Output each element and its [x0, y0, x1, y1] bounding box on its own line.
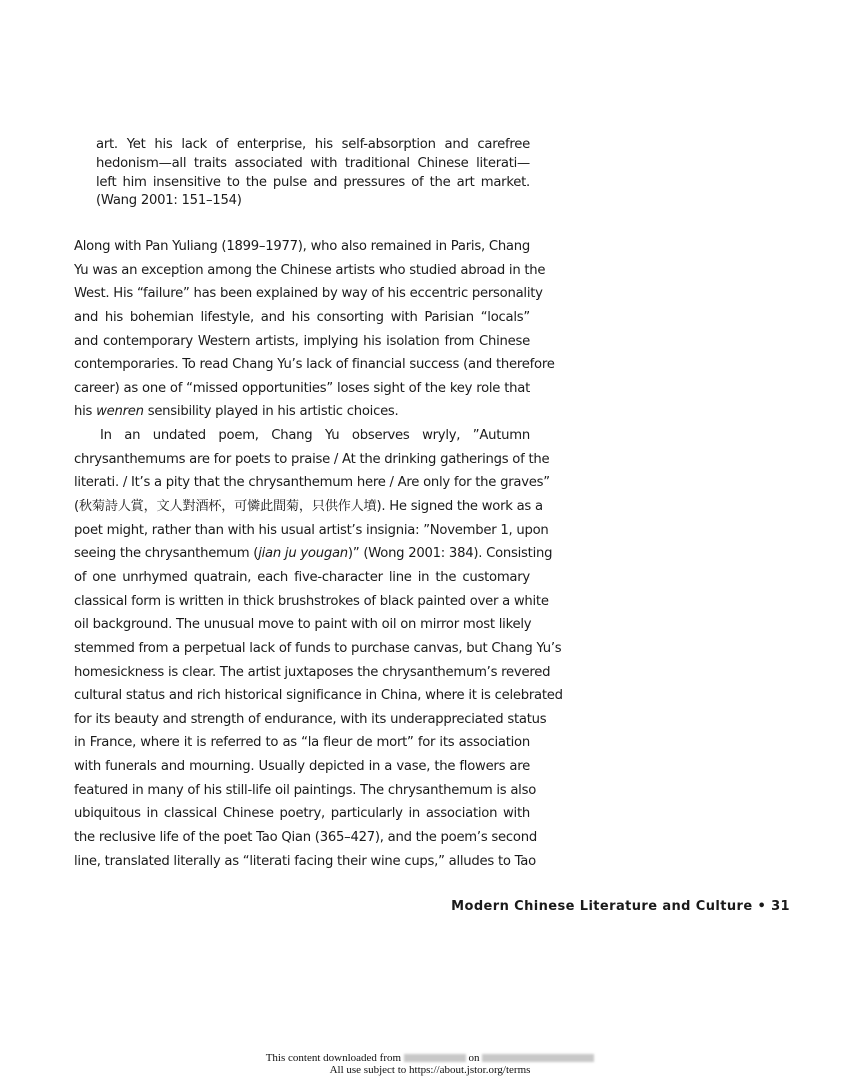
text-line — [74, 309, 530, 327]
text-line — [74, 403, 530, 421]
download-notice-on: on — [468, 1052, 480, 1064]
text-segment: oil background. The unusual move to paint with oil on mirror most likely — [74, 617, 532, 633]
download-notice-terms: All use subject to https://about.jstor.org/terms — [329, 1064, 531, 1076]
text-segment: art. Yet his lack of enterprise, his self-absorption and carefree — [96, 137, 530, 152]
text-segment: stemmed from a perpetual lack of funds to purchase canvas, but Chang Yu’s — [74, 640, 562, 656]
text-line — [96, 136, 530, 154]
text-segment: (秋菊詩人賞，文人對酒杯，可憐此間菊，只供作人墳). He signed the work as a — [74, 499, 543, 515]
text-segment: contemporaries. To read Chang Yu’s lack of financial success (and therefore — [74, 357, 555, 373]
text-line — [74, 758, 530, 776]
text-segment: cultural status and rich historical significance in China, where it is celebrated — [74, 688, 563, 704]
text-segment: the reclusive life of the poet Tao Qian (365–427), and the poem’s second — [74, 830, 537, 845]
text-segment: classical form is written in thick brushstrokes of black painted over a white — [74, 593, 549, 609]
text-line — [74, 805, 530, 823]
text-line — [74, 262, 546, 280]
text-line — [96, 174, 530, 192]
text-segment: (Wang 2001: 151–154) — [96, 193, 242, 209]
text-line — [74, 734, 530, 752]
download-notice-line1 — [0, 1052, 860, 1064]
text-segment: seeing the chrysanthemum ( — [74, 546, 259, 562]
text-line — [96, 155, 530, 173]
italic-term: wenren — [96, 404, 144, 420]
text-line — [74, 545, 553, 563]
text-segment: of one unrhymed quatrain, each five-character line in the customary — [74, 569, 530, 585]
text-line — [74, 238, 530, 256]
text-line — [74, 616, 530, 634]
download-notice-prefix: This content downloaded from — [265, 1052, 402, 1064]
text-segment: Along with Pan Yuliang (1899–1977), who also remained in Paris, Chang — [74, 239, 530, 254]
text-line — [74, 285, 543, 303]
text-line — [96, 192, 530, 210]
text-segment: for its beauty and strength of endurance, with its underappreciated status — [74, 711, 547, 727]
text-segment: left him insensitive to the pulse and pressures of the art market. — [96, 174, 530, 190]
text-segment: hedonism—all traits associated with traditional Chinese literati— — [96, 155, 530, 171]
text-segment: his — [74, 404, 97, 420]
redacted-timestamp — [482, 1054, 594, 1062]
text-segment: West. His “failure” has been explained by way of his eccentric personality — [74, 286, 543, 302]
text-segment: chrysanthemums are for poets to praise / At the drinking gatherings of the — [74, 451, 550, 467]
text-line — [74, 474, 550, 492]
text-line — [74, 782, 537, 800]
text-line — [74, 522, 549, 540]
text-segment: with funerals and mourning. Usually depicted in a vase, the flowers are — [74, 759, 530, 775]
text-segment: featured in many of his still-life oil paintings. The chrysanthemum is also — [74, 782, 537, 798]
text-line — [74, 569, 530, 587]
text-line — [74, 593, 549, 611]
text-line — [74, 333, 530, 351]
text-line — [74, 380, 530, 398]
text-line — [74, 687, 563, 705]
text-segment: poet might, rather than with his usual artist’s insignia: ”November 1, upon — [74, 522, 549, 538]
text-segment: homesickness is clear. The artist juxtaposes the chrysanthemum’s revered — [74, 664, 551, 680]
redacted-ip — [404, 1054, 466, 1062]
text-line — [74, 356, 555, 374]
text-line — [74, 853, 536, 871]
text-segment: Yu was an exception among the Chinese artists who studied abroad in the — [74, 262, 546, 278]
text-line — [74, 711, 547, 729]
text-segment: career) as one of “missed opportunities” loses sight of the key role that — [74, 380, 530, 396]
text-line — [74, 664, 551, 682]
text-segment: literati. / It’s a pity that the chrysanthemum here / Are only for the graves” — [74, 475, 550, 491]
text-segment: line, translated literally as “literati facing their wine cups,” alludes to Tao — [74, 853, 536, 869]
text-line — [74, 498, 543, 516]
text-segment: )” (Wong 2001: 384). Consisting — [347, 546, 553, 562]
text-line — [74, 640, 562, 658]
italic-term: jian ju yougan — [258, 546, 348, 562]
running-footer: Modern Chinese Literature and Culture • 31 — [451, 899, 790, 914]
text-line — [74, 451, 550, 469]
text-segment: In an undated poem, Chang Yu observes wryly, ”Autumn — [100, 428, 530, 444]
text-segment: and contemporary Western artists, implying his isolation from Chinese — [74, 333, 530, 349]
text-line — [100, 427, 530, 445]
text-segment: ubiquitous in classical Chinese poetry, particularly in association with — [74, 806, 530, 822]
text-segment: sensibility played in his artistic choices. — [143, 404, 399, 420]
text-segment: in France, where it is referred to as “la fleur de mort” for its association — [74, 735, 530, 751]
text-line — [74, 829, 537, 847]
text-segment: and his bohemian lifestyle, and his consorting with Parisian “locals” — [74, 309, 530, 325]
